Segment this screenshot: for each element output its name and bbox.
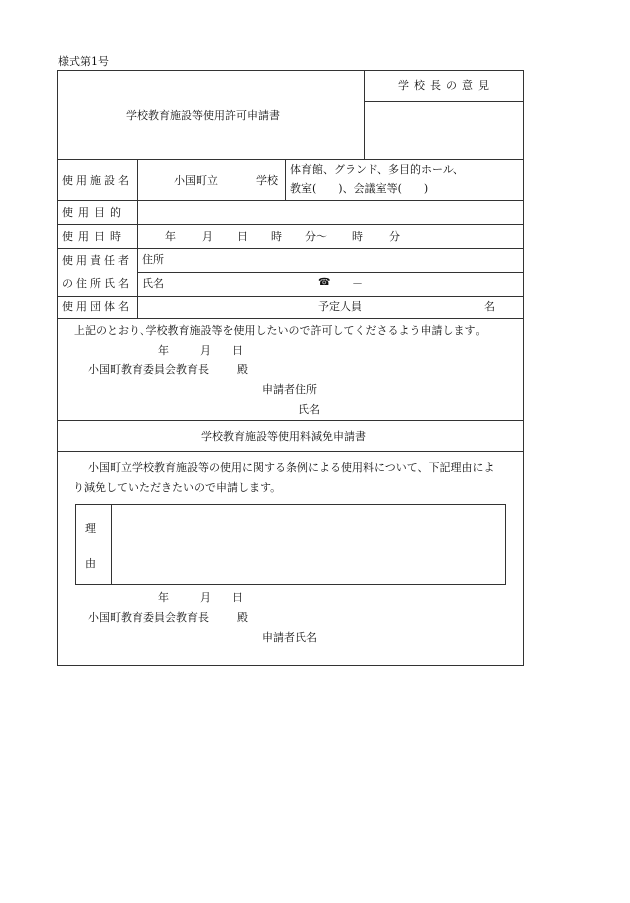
name-field[interactable] <box>165 274 305 295</box>
row-line-1 <box>57 159 524 160</box>
permit-form-title: 学校教育施設等使用許可申請書 <box>126 109 280 122</box>
reason-divider <box>111 504 112 585</box>
facility-options-line1: 体育館、グランド、多目的ホール、 <box>290 163 464 176</box>
facility-options-line2: 教室( )、会議室等( ) <box>290 182 429 195</box>
reduction-date-year: 年 <box>158 591 169 604</box>
row-line-5 <box>137 272 524 273</box>
group-name-label: 使用団体名 <box>62 300 132 313</box>
row-line-3 <box>57 224 524 225</box>
purpose-label: 使用目的 <box>62 206 126 219</box>
permit-addressee: 小国町教育委員会教育長 <box>88 363 209 376</box>
name-label: 氏名 <box>142 277 164 290</box>
dt-month: 月 <box>202 230 213 243</box>
phone-icon: ☎ <box>318 277 331 288</box>
reduction-date-month: 月 <box>200 591 211 604</box>
reduction-form-title: 学校教育施設等使用料減免申請書 <box>201 430 366 443</box>
reduction-date-day: 日 <box>232 591 243 604</box>
row-line-7 <box>57 318 524 319</box>
dt-day: 日 <box>237 230 248 243</box>
reason-char1: 理 <box>85 522 96 535</box>
responsible-label-line2: の住所氏名 <box>62 277 132 290</box>
principal-opinion-field[interactable] <box>366 103 522 158</box>
datetime-label: 使用日時 <box>62 230 126 243</box>
applicant-name-label: 氏名 <box>298 403 320 416</box>
permit-date-day: 日 <box>232 344 243 357</box>
reduction-honorific: 殿 <box>237 611 248 624</box>
label-column-divider <box>137 159 138 318</box>
expected-people-label: 予定人員 <box>318 300 362 313</box>
dt-year: 年 <box>165 230 176 243</box>
purpose-field[interactable] <box>139 202 522 223</box>
dt-minute-from: 分～ <box>305 230 327 243</box>
group-name-field[interactable] <box>139 298 309 317</box>
permit-date-month: 月 <box>200 344 211 357</box>
facility-name-label: 使用施設名 <box>62 174 132 187</box>
reduction-applicant-name-label: 申請者氏名 <box>262 631 317 644</box>
people-unit: 名 <box>484 300 495 313</box>
forms-divider-top <box>57 420 524 421</box>
principal-opinion-label: 学校長の意見 <box>398 79 494 92</box>
address-field[interactable] <box>165 250 522 271</box>
form-number: 様式第1号 <box>58 55 109 68</box>
header-divider <box>364 70 365 159</box>
facility-school: 学校 <box>256 174 278 187</box>
phone-dash: － <box>352 277 363 290</box>
row-line-4 <box>57 248 524 249</box>
applicant-address-label: 申請者住所 <box>262 383 317 396</box>
reduction-addressee: 小国町教育委員会教育長 <box>88 611 209 624</box>
reduction-statement-line1: 小国町立学校教育施設等の使用に関する条例による使用料について、下記理由によ <box>88 461 495 474</box>
dt-minute2: 分 <box>389 230 400 243</box>
address-label: 住所 <box>142 253 164 266</box>
reduction-statement-line2: り減免していただきたいので申請します。 <box>73 481 282 494</box>
facility-town: 小国町立 <box>174 174 218 187</box>
row-line-6 <box>57 296 524 297</box>
permit-statement: 上記のとおり､学校教育施設等を使用したいので許可してくださるよう申請します｡ <box>74 324 481 337</box>
row-line-2 <box>57 200 524 201</box>
facility-options-divider <box>285 159 286 200</box>
opinion-label-divider <box>364 101 524 102</box>
reason-char2: 由 <box>85 557 96 570</box>
responsible-label-line1: 使用責任者 <box>62 254 132 267</box>
dt-hour: 時 <box>271 230 282 243</box>
reason-field[interactable] <box>113 506 504 583</box>
permit-honorific: 殿 <box>237 363 248 376</box>
forms-divider-bottom <box>57 451 524 452</box>
permit-date-year: 年 <box>158 344 169 357</box>
dt-hour2: 時 <box>352 230 363 243</box>
